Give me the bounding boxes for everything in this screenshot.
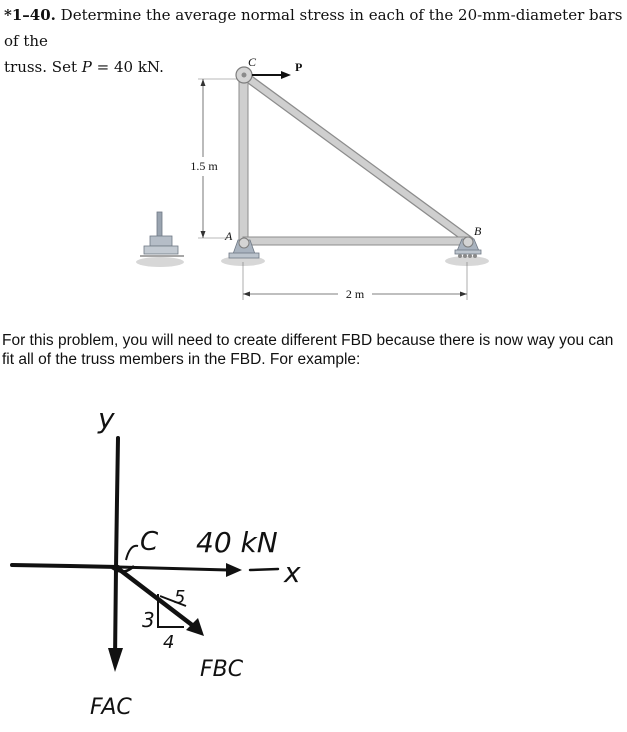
truss-label-a: A [225,229,233,243]
fbd-label-y: y [98,402,115,435]
load-p-arrow [252,71,291,79]
ground-shadow-left [136,257,184,267]
fbd-x-axis [12,565,118,567]
instruction-text: For this problem, you will need to create different FBD because there is now way you can fit all of the truss members in the FBD. For example: [2,332,614,368]
dimension-width-label: 2 m [345,287,365,301]
truss-label-b: B [474,224,482,238]
joint-c-mark [126,546,138,560]
fbd-label-5: 5 [174,587,186,608]
member-bc-fill [245,76,470,241]
truss-label-p: P [295,60,303,74]
problem-number: *1–40. [4,6,56,24]
fbd-label-force: 40 kN [196,526,278,559]
fbd-label-4: 4 [163,632,175,653]
truss-label-c: C [248,55,257,69]
fbd-label-c: C [140,527,159,557]
joint-c-pin [242,73,247,78]
fbd-y-axis [116,438,118,568]
fbd-label-x: x [284,556,301,589]
truss-figure [0,0,627,320]
force-40kn-arrow [118,563,278,577]
problem-line-2-prefix: truss. Set [4,58,77,76]
problem-variable-p: P [81,58,92,76]
fbd-label-3: 3 [142,608,155,632]
member-ac [239,76,248,242]
member-ab [243,237,470,245]
fbd-label-fbc: FBC [200,657,244,682]
problem-line-2-suffix: = 40 kN. [96,58,164,76]
fixed-support-icon [140,212,184,256]
fbd-label-fac: FAC [90,695,132,720]
problem-line-1: Determine the average normal stress in each of the 20-mm-diameter bars of the [4,6,623,50]
dimension-height-label: 1.5 m [190,159,218,173]
force-fac-arrow [108,568,123,672]
fbd-figure [0,390,627,732]
